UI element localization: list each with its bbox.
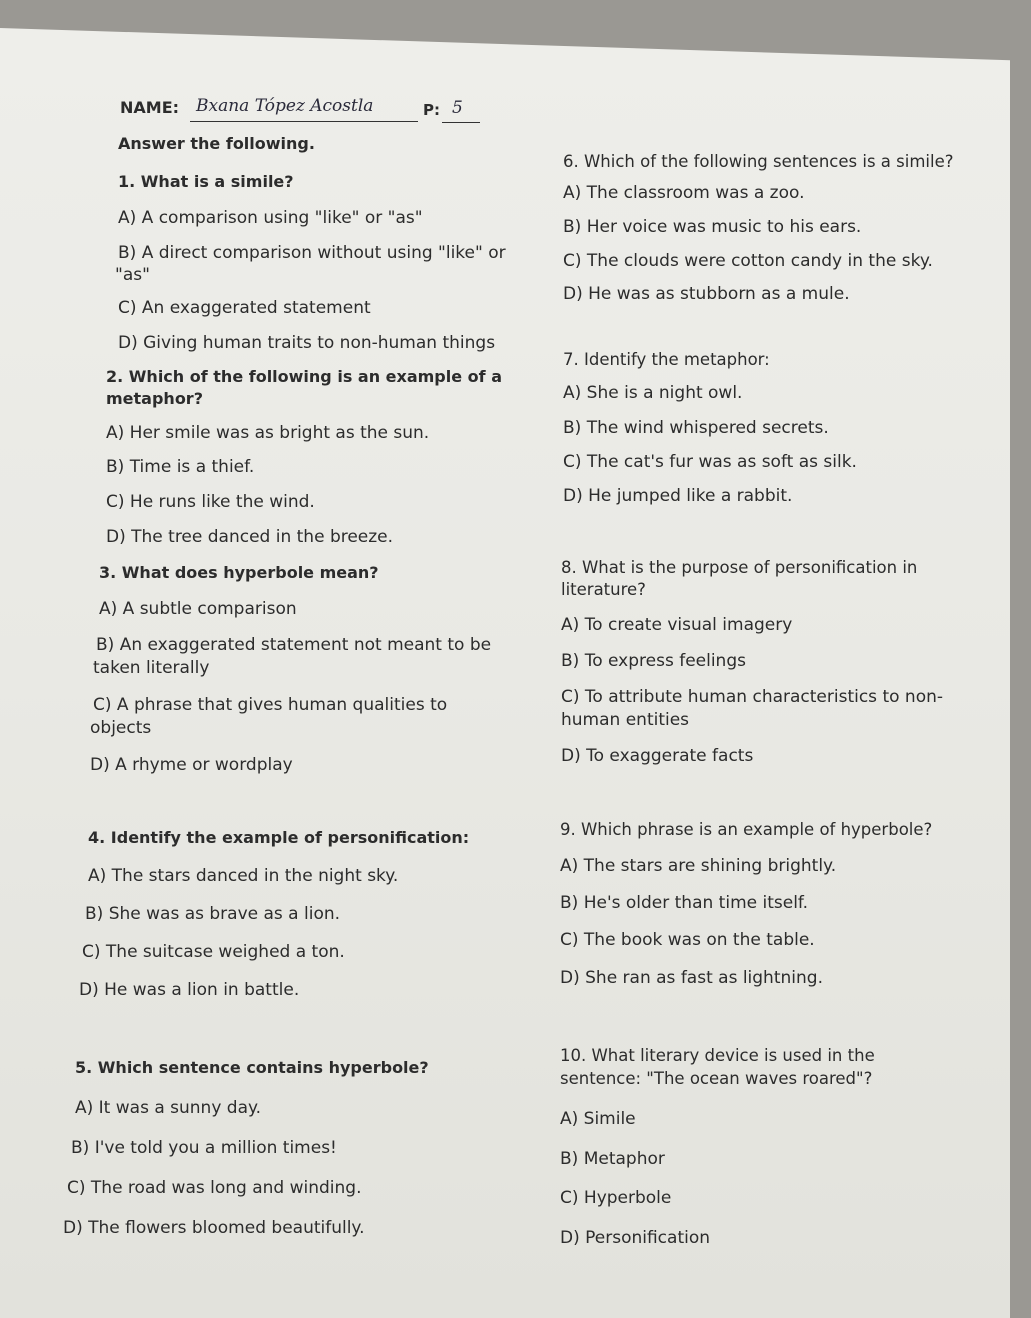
question-4-option-d: D) He was a lion in battle. bbox=[79, 980, 300, 1000]
name-handwritten: Bxana Tópez Acostla bbox=[196, 96, 374, 116]
question-2-prompt: metaphor? bbox=[106, 389, 203, 408]
period-handwritten: 5 bbox=[452, 98, 463, 118]
question-2-option-c: C) He runs like the wind. bbox=[106, 492, 315, 512]
question-6-prompt: 6. Which of the following sentences is a simile? bbox=[563, 152, 954, 171]
question-8-prompt: 8. What is the purpose of personification in bbox=[561, 558, 918, 577]
question-7-option-c: C) The cat's fur was as soft as silk. bbox=[563, 452, 857, 472]
question-8-option-c: human entities bbox=[561, 710, 690, 730]
question-1-prompt: 1. What is a simile? bbox=[118, 172, 294, 191]
period-label: P: bbox=[423, 101, 440, 119]
question-8-option-b: B) To express feelings bbox=[561, 651, 746, 671]
question-10-option-c: C) Hyperbole bbox=[560, 1188, 672, 1208]
question-4-prompt: 4. Identify the example of personification: bbox=[88, 828, 470, 847]
question-2-option-d: D) The tree danced in the breeze. bbox=[106, 527, 394, 547]
question-10-option-a: A) Simile bbox=[560, 1109, 636, 1129]
question-7-option-a: A) She is a night owl. bbox=[563, 383, 743, 403]
question-6-option-b: B) Her voice was music to his ears. bbox=[563, 217, 862, 237]
question-1-option-c: C) An exaggerated statement bbox=[118, 298, 371, 318]
question-10-prompt: sentence: "The ocean waves roared"? bbox=[560, 1069, 873, 1088]
question-5-option-c: C) The road was long and winding. bbox=[67, 1178, 362, 1198]
question-3-option-b: B) An exaggerated statement not meant to be bbox=[96, 635, 492, 655]
question-8-option-c: C) To attribute human characteristics to non- bbox=[561, 687, 944, 707]
question-9-option-d: D) She ran as fast as lightning. bbox=[560, 968, 823, 988]
question-4-option-a: A) The stars danced in the night sky. bbox=[88, 866, 399, 886]
question-3-option-b: taken literally bbox=[93, 658, 210, 678]
question-3-option-c: objects bbox=[90, 718, 152, 738]
name-underline bbox=[190, 121, 418, 122]
question-8-option-d: D) To exaggerate facts bbox=[561, 746, 754, 766]
question-5-prompt: 5. Which sentence contains hyperbole? bbox=[75, 1058, 429, 1077]
question-3-option-d: D) A rhyme or wordplay bbox=[90, 755, 293, 775]
question-1-option-a: A) A comparison using "like" or "as" bbox=[118, 208, 423, 228]
question-8-prompt: literature? bbox=[561, 580, 646, 599]
question-9-option-a: A) The stars are shining brightly. bbox=[560, 856, 837, 876]
question-4-option-b: B) She was as brave as a lion. bbox=[85, 904, 341, 924]
question-7-prompt: 7. Identify the metaphor: bbox=[563, 350, 770, 369]
instructions: Answer the following. bbox=[118, 134, 315, 153]
question-6-option-c: C) The clouds were cotton candy in the sky. bbox=[563, 251, 933, 271]
question-5-option-b: B) I've told you a million times! bbox=[71, 1138, 337, 1158]
question-7-option-b: B) The wind whispered secrets. bbox=[563, 418, 829, 438]
question-2-option-a: A) Her smile was as bright as the sun. bbox=[106, 423, 430, 443]
question-5-option-d: D) The flowers bloomed beautifully. bbox=[63, 1218, 365, 1238]
question-5-option-a: A) It was a sunny day. bbox=[75, 1098, 262, 1118]
question-4-option-c: C) The suitcase weighed a ton. bbox=[82, 942, 345, 962]
question-7-option-d: D) He jumped like a rabbit. bbox=[563, 486, 793, 506]
question-3-option-c: C) A phrase that gives human qualities to bbox=[93, 695, 448, 715]
question-6-option-a: A) The classroom was a zoo. bbox=[563, 183, 805, 203]
question-1-option-d: D) Giving human traits to non-human things bbox=[118, 333, 496, 353]
name-label: NAME: bbox=[120, 98, 180, 117]
question-2-prompt: 2. Which of the following is an example of a bbox=[106, 367, 502, 386]
question-3-option-a: A) A subtle comparison bbox=[99, 599, 297, 619]
question-6-option-d: D) He was as stubborn as a mule. bbox=[563, 284, 850, 304]
question-10-prompt: 10. What literary device is used in the bbox=[560, 1046, 875, 1065]
question-8-option-a: A) To create visual imagery bbox=[561, 615, 793, 635]
question-10-option-d: D) Personification bbox=[560, 1228, 711, 1248]
question-1-option-b: "as" bbox=[115, 265, 150, 285]
question-3-prompt: 3. What does hyperbole mean? bbox=[99, 563, 379, 582]
question-9-prompt: 9. Which phrase is an example of hyperbole? bbox=[560, 820, 933, 839]
question-9-option-c: C) The book was on the table. bbox=[560, 930, 815, 950]
question-2-option-b: B) Time is a thief. bbox=[106, 457, 255, 477]
question-9-option-b: B) He's older than time itself. bbox=[560, 893, 809, 913]
question-1-option-b: B) A direct comparison without using "like" or bbox=[118, 243, 506, 263]
question-10-option-b: B) Metaphor bbox=[560, 1149, 665, 1169]
period-underline bbox=[442, 122, 480, 123]
